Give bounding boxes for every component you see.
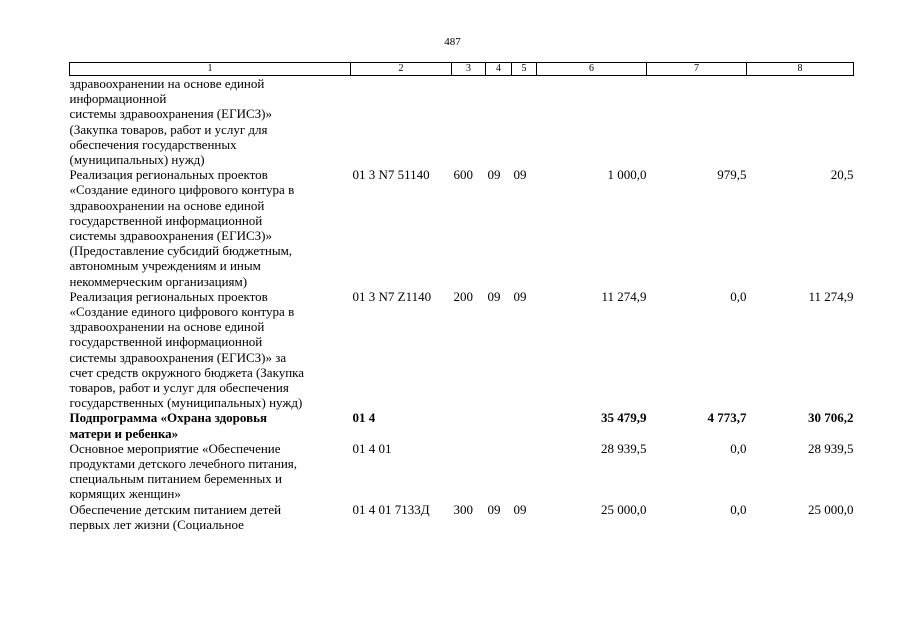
row-name-line: системы здравоохранения (ЕГИСЗ)» за	[69, 349, 287, 365]
row-col-5: 09	[513, 167, 527, 183]
row-col-4	[486, 76, 512, 168]
row-name-line: «Создание единого цифрового контура в	[69, 182, 295, 198]
row-code: 01 4 01 7133Д	[352, 501, 430, 517]
row-name-line: специальным питанием беременных и	[69, 471, 282, 487]
row-col-8: 25 000,0	[808, 501, 854, 517]
row-name	[70, 502, 351, 532]
row-col-3	[452, 410, 486, 440]
row-col-8	[747, 76, 854, 168]
row-name-line: кормящих женщин»	[69, 486, 181, 502]
row-name	[70, 167, 351, 289]
table-row	[70, 167, 854, 289]
row-name-line: «Создание единого цифрового контура в	[69, 304, 295, 320]
row-name-line: государственной информационной	[69, 212, 263, 228]
row-name-line: Обеспечение детским питанием детей	[69, 501, 282, 517]
header-col-1: 1	[70, 63, 351, 76]
row-name-line: обеспечения государственных	[69, 136, 237, 152]
row-name-line: информационной	[69, 91, 167, 107]
header-row	[70, 63, 854, 76]
row-col-6: 11 274,9	[601, 288, 647, 304]
row-name-line: системы здравоохранения (ЕГИСЗ)»	[69, 106, 272, 122]
row-col-7: 0,0	[730, 501, 747, 517]
row-col-6	[537, 76, 647, 168]
row-col-7: 4 773,7	[707, 410, 747, 426]
row-name-line: некоммерческим организациям)	[69, 273, 248, 289]
row-col-6: 1 000,0	[607, 167, 647, 183]
row-col-7: 979,5	[717, 167, 747, 183]
row-name-line: товаров, работ и услуг для обеспечения	[69, 380, 289, 396]
table-row	[70, 76, 854, 168]
row-name-line: Реализация региональных проектов	[69, 288, 268, 304]
row-name-line: матери и ребенка»	[69, 425, 179, 441]
row-code: 01 3 N7 51140	[352, 167, 430, 183]
header-col-5: 5	[512, 63, 537, 76]
row-col-8: 30 706,2	[808, 410, 854, 426]
row-name-line: счет средств окружного бюджета (Закупка	[69, 364, 305, 380]
row-col-4: 09	[487, 167, 501, 183]
row-name-line: государственной информационной	[69, 334, 263, 350]
row-col-7: 0,0	[730, 440, 747, 456]
row-col-6: 35 479,9	[601, 410, 647, 426]
row-code: 01 4 01	[352, 440, 392, 456]
row-name-line: Основное мероприятие «Обеспечение	[69, 440, 281, 456]
row-name-line: государственных (муниципальных) нужд)	[69, 395, 303, 411]
row-name-line: Подпрограмма «Охрана здоровья	[69, 410, 268, 426]
row-col-4: 09	[487, 288, 501, 304]
row-col-8: 20,5	[830, 167, 854, 183]
header-col-3: 3	[452, 63, 486, 76]
row-col-5: 09	[513, 288, 527, 304]
row-col-3	[452, 76, 486, 168]
row-col-7: 0,0	[730, 288, 747, 304]
header-col-2: 2	[351, 63, 452, 76]
row-col-5	[512, 410, 537, 440]
row-col-3: 300	[453, 501, 473, 517]
row-name-line: Реализация региональных проектов	[69, 167, 268, 183]
row-name	[70, 410, 351, 440]
row-col-6: 28 939,5	[601, 440, 647, 456]
row-name	[70, 76, 351, 168]
row-name	[70, 441, 351, 502]
header-col-4: 4	[486, 63, 512, 76]
row-col-4: 09	[487, 501, 501, 517]
row-code: 01 4	[352, 410, 376, 426]
row-col-6: 25 000,0	[601, 501, 647, 517]
row-col-8: 28 939,5	[808, 440, 854, 456]
row-name-line: (Предоставление субсидий бюджетным,	[69, 243, 293, 259]
header-col-6: 6	[537, 63, 647, 76]
row-col-3: 200	[453, 288, 473, 304]
row-col-5	[512, 76, 537, 168]
row-name-line: здравоохранении на основе единой	[69, 76, 265, 91]
row-col-4	[486, 441, 512, 502]
table-header	[70, 63, 854, 76]
row-code	[351, 76, 452, 168]
header-col-8: 8	[747, 63, 854, 76]
row-name-line: (Закупка товаров, работ и услуг для	[69, 121, 268, 137]
row-name-line: (муниципальных) нужд)	[69, 152, 205, 168]
row-col-7	[647, 76, 747, 168]
row-code: 01 3 N7 Z1140	[352, 288, 432, 304]
row-col-5	[512, 441, 537, 502]
budget-table	[69, 62, 854, 532]
page-number: 487	[444, 36, 461, 48]
row-name-line: здравоохранении на основе единой	[69, 319, 265, 335]
row-col-8: 11 274,9	[808, 288, 854, 304]
table-row	[70, 502, 854, 532]
table-row	[70, 410, 854, 440]
table-row	[70, 441, 854, 502]
row-name-line: первых лет жизни (Социальное	[69, 516, 244, 532]
row-col-5: 09	[513, 501, 527, 517]
row-name-line: системы здравоохранения (ЕГИСЗ)»	[69, 228, 272, 244]
row-col-4	[486, 410, 512, 440]
table-body	[70, 76, 854, 533]
row-name-line: здравоохранении на основе единой	[69, 197, 265, 213]
row-name-line: автономным учреждениям и иным	[69, 258, 261, 274]
row-name-line: продуктами детского лечебного питания,	[69, 456, 298, 472]
row-col-3	[452, 441, 486, 502]
row-col-3: 600	[453, 167, 473, 183]
row-name	[70, 289, 351, 411]
table-row	[70, 289, 854, 411]
header-col-7: 7	[647, 63, 747, 76]
